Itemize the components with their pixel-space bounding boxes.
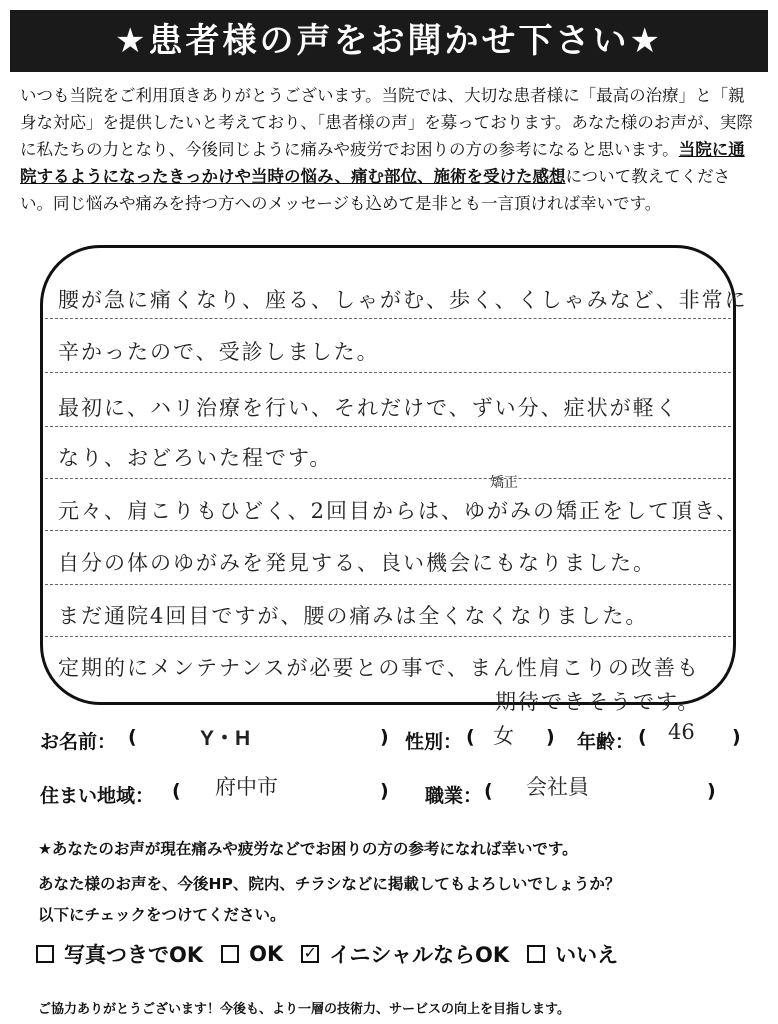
intro-text	[20, 82, 760, 217]
paren-open: (	[172, 780, 181, 802]
note-line: 以下にチェックをつけてください。	[38, 906, 286, 924]
paren-open: (	[638, 726, 647, 748]
note-line: ★あなたのお声が現在痛みや疲労などでお困りの方の参考になれば幸いです。	[38, 840, 578, 858]
message-annotation: 矯正	[490, 475, 518, 491]
message-line: 最初に、ハリ治療を行い、それだけで、ずい分、症状が軽く	[58, 396, 679, 420]
message-line: なり、おどろいた程です。	[58, 446, 333, 470]
paren-close: )	[707, 780, 716, 802]
name-label: お名前：	[40, 731, 117, 753]
message-line: まだ通院4回目ですが、腰の痛みは全くなくなりました。	[58, 604, 649, 628]
paren-open: (	[128, 726, 137, 748]
ruled-line	[45, 636, 731, 637]
option-label: OK	[249, 942, 284, 966]
area-value: 府中市	[215, 775, 278, 799]
area-label: 住まい地域：	[40, 785, 155, 807]
footer-text: ご協力ありがとうございます！今後も、より一層の技術力、サービスの向上を目指します。	[38, 1002, 570, 1017]
intro-part1: いつも当院をご利用頂きありがとうございます。当院では、大切な患者様に「最高の治療」と「親身な対応」を提供したいと考えており、「患者様の声」を募っております。あなた様のお声が、実際に私たちの力となり、今後同じように痛みや疲労でお困りの方の参考になると思います。	[20, 86, 753, 159]
paren-close: )	[546, 726, 555, 748]
consent-options	[36, 938, 636, 970]
ruled-line	[45, 426, 731, 427]
intro-emphasis: 当院に通院するようになったきっかけや当時の悩み、痛む部位、施術を受けた感想	[20, 140, 745, 186]
option-ok[interactable]	[221, 942, 283, 966]
age-value: 46	[668, 720, 695, 744]
option-initials-ok[interactable]	[301, 939, 509, 969]
checkbox[interactable]	[36, 945, 54, 963]
option-no[interactable]	[527, 939, 618, 969]
option-label: 写真つきでOK	[64, 943, 204, 967]
checkbox[interactable]	[221, 945, 239, 963]
checkbox[interactable]	[527, 945, 545, 963]
paren-close: )	[732, 726, 741, 748]
gender-label: 性別：	[405, 731, 463, 753]
paren-open: (	[466, 726, 475, 748]
banner-title: ★患者様の声をお聞かせ下さい★	[10, 10, 768, 72]
message-line: 期待できそうです。	[495, 690, 701, 714]
ruled-line	[45, 584, 731, 585]
ruled-line	[45, 530, 731, 531]
message-line: 元々、肩こりもひどく、2回目からは、ゆがみの矯正をして頂き、	[58, 499, 740, 523]
option-label: いいえ	[555, 943, 619, 967]
checkbox-checked[interactable]	[301, 945, 319, 963]
age-label: 年齢：	[577, 731, 635, 753]
job-value: 会社員	[526, 775, 589, 799]
message-line: 辛かったので、受診しました。	[58, 340, 380, 364]
ruled-line	[45, 478, 731, 479]
check-mark-icon: ✓	[303, 943, 317, 962]
option-label: イニシャルならOK	[329, 943, 510, 967]
name-value: Y・H	[200, 727, 251, 750]
intro-part2: について教えてください。同じ悩みや痛みを持つ方へのメッセージも込めて是非とも一言頂ければ幸いです。	[20, 167, 731, 213]
gender-value: 女	[493, 724, 514, 748]
message-line: 腰が急に痛くなり、座る、しゃがむ、歩く、くしゃみなど、非常に	[58, 288, 748, 312]
paren-close: )	[380, 726, 389, 748]
job-label: 職業：	[425, 785, 483, 807]
option-photo-ok[interactable]	[36, 939, 203, 969]
ruled-line	[45, 318, 731, 319]
message-line: 自分の体のゆがみを発見する、良い機会にもなりました。	[58, 551, 656, 575]
note-line: あなた様のお声を、今後HP、院内、チラシなどに掲載してもよろしいでしょうか？	[38, 875, 621, 893]
paren-open: (	[484, 780, 493, 802]
paren-close: )	[380, 780, 389, 802]
message-line: 定期的にメンテナンスが必要との事で、まん性肩こりの改善も	[58, 656, 700, 680]
ruled-line	[45, 372, 731, 373]
